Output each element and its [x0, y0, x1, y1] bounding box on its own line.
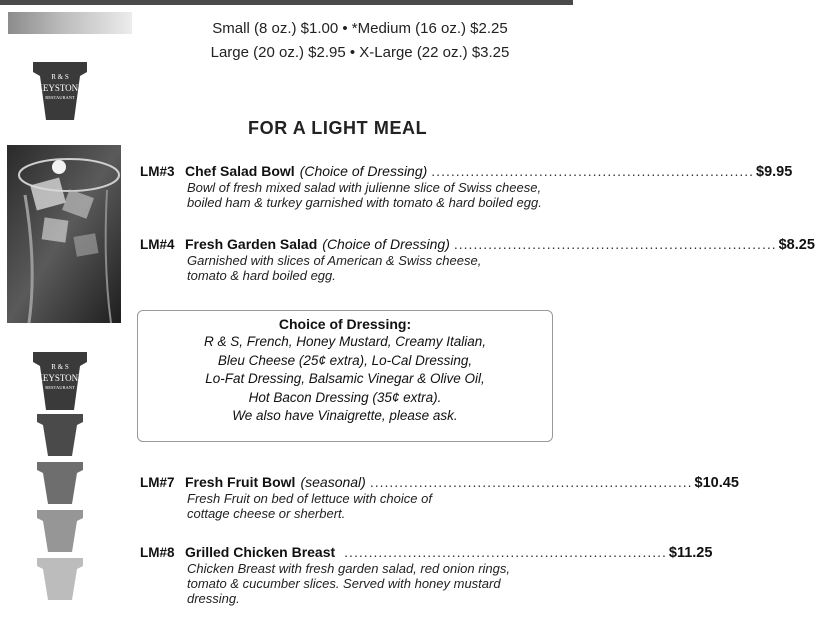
dressing-line: R & S, French, Honey Mustard, Creamy Italian, — [203, 334, 487, 349]
keystone-swatch-3 — [37, 510, 83, 557]
dressing-title: Choice of Dressing: — [278, 316, 412, 332]
item-desc-line: tomato & cucumber slices. Served with honey mustard — [187, 576, 501, 591]
item-desc-line: Fresh Fruit on bed of lettuce with choice of — [187, 491, 432, 506]
dot-leader: .................................................................. — [369, 474, 693, 490]
item-note: (Choice of Dressing) — [322, 236, 450, 252]
item-code: LM#4 — [140, 237, 175, 252]
dressing-line: Bleu Cheese (25¢ extra), Lo-Cal Dressing, — [217, 352, 473, 368]
dressing-line: We also have Vinaigrette, please ask. — [232, 408, 458, 423]
size-prices-line-1: Small (8 oz.) $1.00 • *Medium (16 oz.) $2.25 — [212, 20, 508, 37]
item-code: LM#7 — [140, 475, 175, 490]
dressing-line: Hot Bacon Dressing (35¢ extra). — [248, 389, 442, 405]
item-note: (seasonal) — [300, 474, 366, 490]
dot-leader: .................................................................. — [453, 236, 777, 252]
item-price: $11.25 — [668, 545, 713, 561]
dressing-box — [137, 310, 553, 442]
item-name: Fresh Fruit Bowl — [185, 474, 296, 490]
logo-main-text-lower: KEYSTONE — [36, 373, 84, 383]
menu-item — [140, 544, 713, 606]
item-price: $9.95 — [756, 164, 793, 180]
item-name: Grilled Chicken Breast — [185, 544, 336, 560]
logo-main-text: KEYSTONE — [36, 83, 84, 93]
item-code: LM#8 — [140, 545, 175, 560]
menu-item — [140, 474, 739, 521]
dot-leader: .................................................................. — [344, 544, 667, 560]
logo-sub-text-lower: RESTAURANT — [45, 385, 75, 390]
item-note: (Choice of Dressing) — [299, 163, 428, 179]
item-desc-line: Bowl of fresh mixed salad with julienne slice of Swiss cheese, — [187, 180, 542, 195]
item-desc-line: cottage cheese or sherbert. — [187, 506, 346, 521]
keystone-logo-icon-lower — [33, 352, 87, 410]
item-desc-line: boiled ham & turkey garnished with tomato & hard boiled egg. — [187, 195, 542, 210]
iced-drink-photo — [7, 145, 121, 323]
size-prices-line-2: Large (20 oz.) $2.95 • X-Large (22 oz.) $3.25 — [210, 44, 510, 61]
item-name: Fresh Garden Salad — [185, 236, 318, 252]
logo-top-text: R & S — [51, 73, 69, 81]
menu-item — [140, 236, 815, 283]
dressing-line: Lo-Fat Dressing, Balsamic Vinegar & Olive Oil, — [205, 371, 485, 386]
logo-top-text-lower: R & S — [51, 363, 69, 371]
item-name: Chef Salad Bowl — [185, 163, 295, 179]
item-desc-line: dressing. — [187, 591, 240, 606]
keystone-swatch-1 — [37, 414, 83, 461]
keystone-swatch-4 — [37, 558, 83, 605]
menu-item — [140, 163, 793, 210]
keystone-logo-icon — [33, 62, 87, 120]
logo-sub-text: RESTAURANT — [45, 95, 75, 100]
gradient-strip — [8, 12, 132, 34]
top-border — [0, 0, 573, 5]
item-desc-line: Chicken Breast with fresh garden salad, red onion rings, — [187, 561, 511, 576]
keystone-swatch-2 — [37, 462, 83, 509]
item-price: $10.45 — [694, 475, 739, 491]
item-code: LM#3 — [140, 164, 175, 179]
dot-leader: .................................................................. — [431, 163, 755, 179]
item-desc-line: Garnished with slices of American & Swiss cheese, — [187, 253, 482, 268]
item-price: $8.25 — [778, 237, 815, 253]
item-desc-line: tomato & hard boiled egg. — [187, 268, 336, 283]
section-title: FOR A LIGHT MEAL — [248, 118, 428, 138]
